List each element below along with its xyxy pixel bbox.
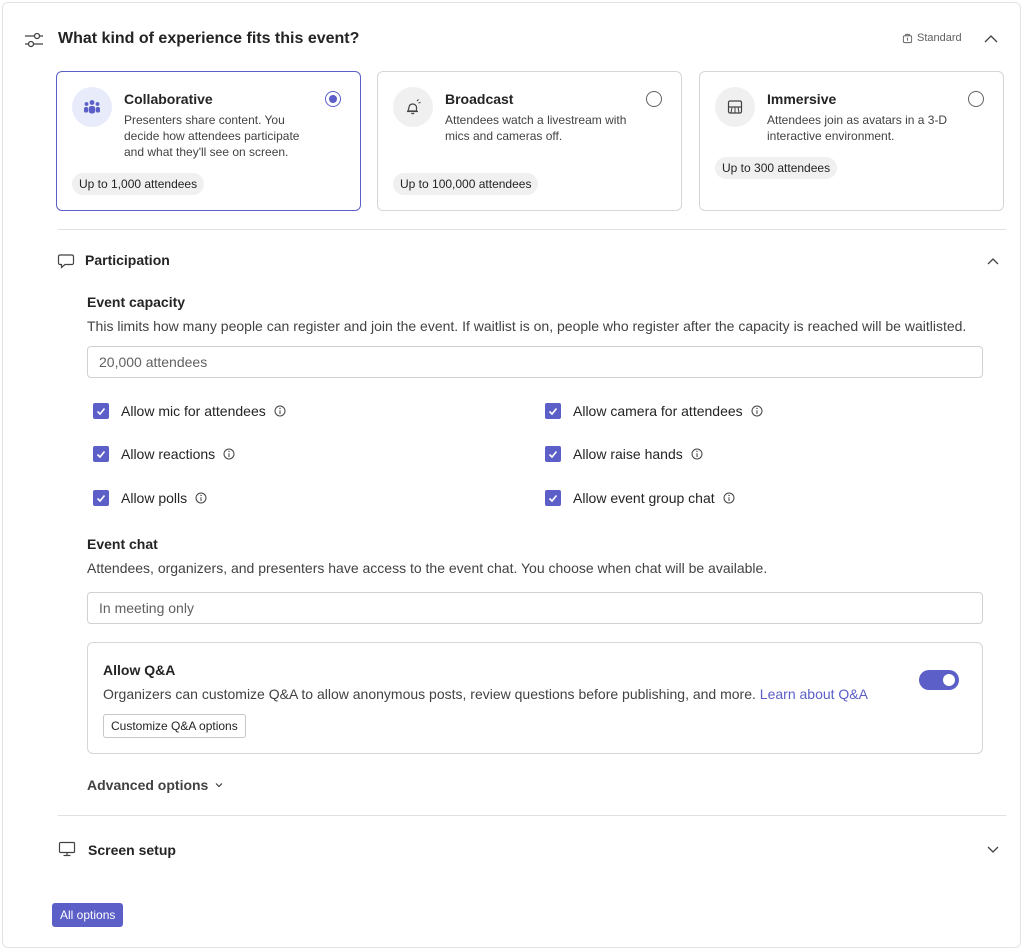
- allow-qa-description: [103, 686, 868, 702]
- immersive-icon-wrap: [715, 87, 755, 127]
- info-icon[interactable]: [195, 492, 207, 504]
- broadcast-icon-wrap: [393, 87, 433, 127]
- checkmark-icon: [547, 448, 559, 460]
- broadcast-bell-icon: [403, 97, 423, 117]
- allow-qa-title: Allow Q&A: [103, 662, 176, 678]
- immersive-space-icon: [725, 97, 745, 117]
- event-settings-panel: [2, 2, 1021, 948]
- allow-event-group-chat-checkbox[interactable]: [545, 490, 561, 506]
- allow-reactions-label: Allow reactions: [121, 446, 216, 462]
- allow-camera-checkbox[interactable]: [545, 403, 561, 419]
- card-title: Immersive: [767, 91, 837, 107]
- settings-sliders-icon: [23, 29, 45, 51]
- chat-bubble-icon: [57, 252, 75, 270]
- event-capacity-label: Event capacity: [87, 294, 186, 310]
- allow-raise-hands-checkbox[interactable]: [545, 446, 561, 462]
- allow-qa-card: [87, 642, 983, 754]
- section-divider: [58, 229, 1006, 230]
- chevron-down-icon: [214, 780, 224, 790]
- card-description: Attendees watch a livestream with mics and cameras off.: [445, 113, 627, 143]
- card-description: Attendees join as avatars in a 3-D interactive environment.: [767, 113, 948, 143]
- tier-label: Standard: [917, 32, 962, 44]
- experience-header: [23, 27, 1003, 55]
- allow-raise-hands-label: Allow raise hands: [573, 446, 683, 462]
- experience-card-collaborative[interactable]: [56, 71, 361, 211]
- capacity-badge: Up to 1,000 attendees: [72, 173, 204, 195]
- allow-polls-checkbox[interactable]: [93, 490, 109, 506]
- checkmark-icon: [547, 405, 559, 417]
- radio-immersive[interactable]: [968, 91, 984, 107]
- participation-chevron-up-icon[interactable]: [985, 253, 1001, 269]
- advanced-options-label: Advanced options: [87, 777, 209, 793]
- allow-polls-checkbox-row[interactable]: [93, 488, 207, 508]
- event-chat-label: Event chat: [87, 536, 158, 552]
- tier-icon: [902, 33, 913, 44]
- allow-mic-checkbox-row[interactable]: [93, 401, 286, 421]
- event-chat-description: Attendees, organizers, and presenters have access to the event chat. You choose when chat will be available.: [87, 560, 768, 576]
- info-icon[interactable]: [723, 492, 735, 504]
- allow-event-group-chat-checkbox-row[interactable]: [545, 488, 735, 508]
- event-capacity-input[interactable]: 20,000 attendees: [87, 346, 983, 378]
- allow-camera-checkbox-row[interactable]: [545, 401, 763, 421]
- allow-qa-toggle[interactable]: [919, 670, 959, 690]
- card-title: Broadcast: [445, 91, 514, 107]
- experience-card-broadcast[interactable]: [377, 71, 682, 211]
- tier-badge: [902, 32, 962, 44]
- participation-title[interactable]: Participation: [85, 252, 170, 268]
- card-title: Collaborative: [124, 91, 213, 107]
- checkmark-icon: [95, 448, 107, 460]
- info-icon[interactable]: [751, 405, 763, 417]
- advanced-options-toggle[interactable]: [87, 777, 224, 793]
- allow-mic-checkbox[interactable]: [93, 403, 109, 419]
- allow-reactions-checkbox-row[interactable]: [93, 444, 235, 464]
- capacity-badge: Up to 100,000 attendees: [393, 173, 538, 195]
- people-team-icon: [82, 97, 102, 117]
- info-icon[interactable]: [223, 448, 235, 460]
- learn-about-qa-link[interactable]: Learn about Q&A: [759, 686, 868, 702]
- radio-collaborative[interactable]: [325, 91, 341, 107]
- allow-qa-description-text: Organizers can customize Q&A to allow anonymous posts, review questions before publishing, and more.: [103, 686, 756, 702]
- collapse-chevron-up-icon[interactable]: [981, 29, 1001, 49]
- experience-title: What kind of experience fits this event?: [58, 30, 360, 47]
- allow-camera-label: Allow camera for attendees: [573, 403, 743, 419]
- event-chat-dropdown[interactable]: In meeting only: [87, 592, 983, 624]
- event-capacity-description: This limits how many people can register and join the event. If waitlist is on, people who register after the capacity is reached will be waitlisted.: [87, 318, 967, 334]
- checkmark-icon: [547, 492, 559, 504]
- capacity-badge: Up to 300 attendees: [715, 157, 837, 179]
- checkmark-icon: [95, 492, 107, 504]
- info-icon[interactable]: [274, 405, 286, 417]
- screen-setup-chevron-down-icon[interactable]: [985, 841, 1001, 857]
- section-divider: [58, 815, 1006, 816]
- allow-reactions-checkbox[interactable]: [93, 446, 109, 462]
- monitor-icon: [58, 840, 76, 858]
- collaborative-icon-wrap: [72, 87, 112, 127]
- experience-card-immersive[interactable]: [699, 71, 1004, 211]
- allow-raise-hands-checkbox-row[interactable]: [545, 444, 703, 464]
- all-options-button[interactable]: All options: [52, 903, 123, 927]
- allow-mic-label: Allow mic for attendees: [121, 403, 266, 419]
- allow-event-group-chat-label: Allow event group chat: [573, 490, 715, 506]
- radio-broadcast[interactable]: [646, 91, 662, 107]
- customize-qa-button[interactable]: Customize Q&A options: [103, 714, 246, 738]
- info-icon[interactable]: [691, 448, 703, 460]
- card-description: Presenters share content. You decide how attendees participate and what they'll see on screen.: [124, 113, 300, 159]
- screen-setup-title[interactable]: Screen setup: [88, 842, 176, 858]
- allow-polls-label: Allow polls: [121, 490, 188, 506]
- checkmark-icon: [95, 405, 107, 417]
